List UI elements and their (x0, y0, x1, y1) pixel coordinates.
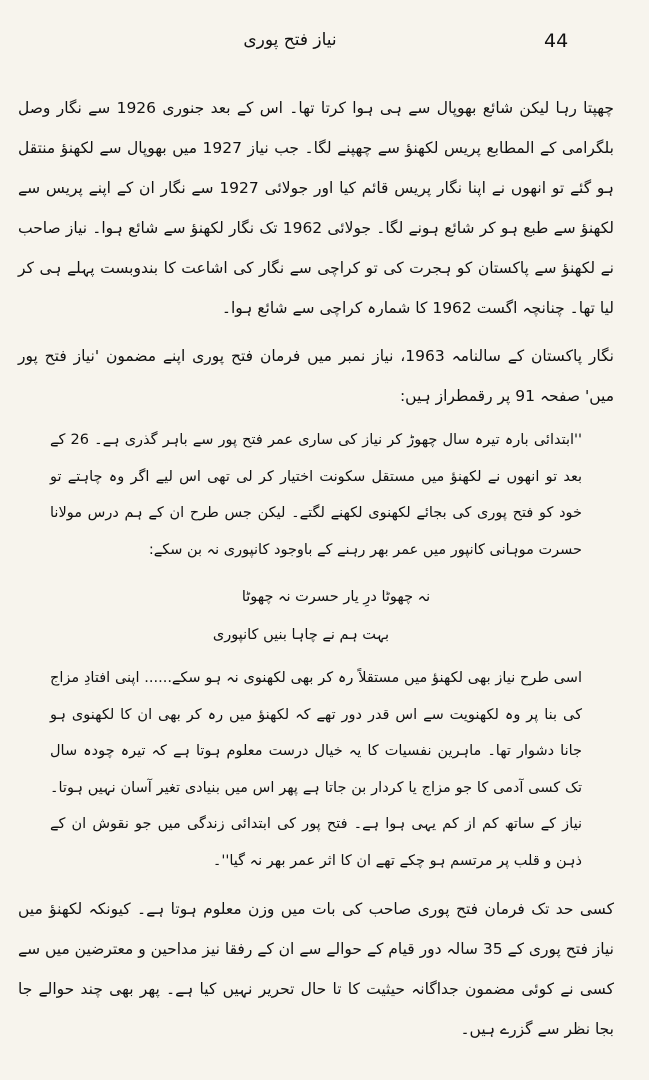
block-quote-part-1: ''ابتدائی بارہ تیرہ سال چھوڑ کر نیاز کی ساری عمر فتح پور سے باہر گذری ہے۔ 26 کے بعد تو انھوں نے لکھنؤ میں مستقل سکونت اختیار کر لی تھی اس لیے اگر وہ چاہتے تو خود کو فتح پوری کی بجائے لکھنوی لکھنے لگتے۔ لیکن جس طرح ان کے ہم درس مولانا حسرت موہانی کانپور میں عمر بھر رہنے کے باوجود کانپوری نہ بن سکے: (50, 432, 583, 558)
page-header (0, 28, 649, 64)
body-text (18, 88, 614, 1049)
verse-couplet (18, 578, 614, 654)
verse-line-1: نہ چھوٹا درِ یار حسرت نہ چھوٹا (241, 589, 431, 605)
paragraph-1: چھپتا رہا لیکن شائع بھوپال سے ہی ہوا کرتا تھا۔ اس کے بعد جنوری 1926 سے نگار وصل بلگرامی کے المطابع پریس لکھنؤ سے چھپنے لگا۔ جب نیاز 1927 میں بھوپال سے لکھنؤ منتقل ہو گئے تو انھوں نے اپنا نگار پریس قائم کیا اور جولائی 1927 سے نگار ان کے اپنے پریس سے لکھنؤ سے طبع ہو کر شائع ہونے لگا۔ جولائی 1962 تک نگار لکھنؤ سے شائع ہوا۔ نیاز صاحب نے لکھنؤ سے پاکستان کو ہجرت کی تو کراچی سے نگار کی اشاعت کا بندوبست پہلے ہی کر لیا تھا۔ چنانچہ اگست 1962 کا شمارہ کراچی سے شائع ہوا۔ (18, 99, 615, 317)
paragraph-2: نگار پاکستان کے سالنامہ 1963، نیاز نمبر میں فرمان فتح پوری اپنے مضمون 'نیاز فتح پور میں' صفحہ 91 پر رقمطراز ہیں: (18, 347, 614, 405)
block-quote-part-2: اسی طرح نیاز بھی لکھنؤ میں مستقلاً رہ کر بھی لکھنوی نہ ہو سکے...... اپنی افتادِ مزاج کی بنا پر وہ لکھنویت سے اس قدر دور تھے کہ لکھنؤ میں رہ کر بھی ان کا لکھنوی ہو جانا دشوار تھا۔ ماہرین نفسیات کا یہ خیال درست معلوم ہوتا ہے کہ تیرہ چودہ سال تک کسی آدمی کا جو مزاج یا کردار بن جاتا ہے پھر اس میں بنیادی تغیر آسان نہیں ہوتا۔ نیاز کے ساتھ کم از کم یہی ہوا ہے۔ فتح پور کی ابتدائی زندگی میں جو نقوش ان کے ذہن و قلب پر مرتسم ہو چکے تھے ان کا اثر عمر بھر نہ گیا''۔ (50, 670, 582, 869)
running-head: نیاز فتح پوری (243, 30, 337, 50)
page-number: 44 (544, 30, 569, 52)
paragraph-3: کسی حد تک فرمان فتح پوری صاحب کی بات میں وزن معلوم ہوتا ہے۔ کیونکہ لکھنؤ میں نیاز فتح پوری کے 35 سالہ دور قیام کے حوالے سے ان کے رفقا نیز مداحین و معترضین میں سے کسی نے کوئی مضمون جداگانہ حیثیت کا تا حال تحریر نہیں کیا ہے۔ پھر بھی چند حوالے جا بجا نظر سے گزرے ہیں۔ (17, 900, 614, 1038)
verse-line-2: بہت ہم نے چاہا بنیں کانپوری (212, 627, 390, 643)
